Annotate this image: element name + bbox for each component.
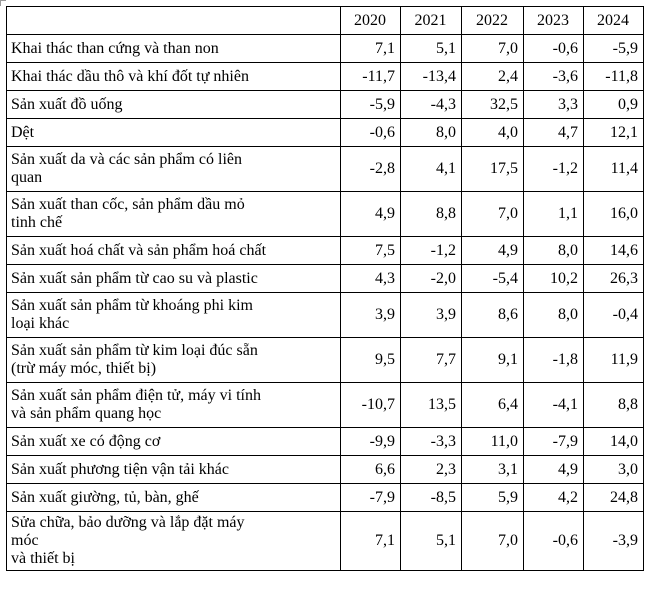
industry-label: Khai thác than cứng và than non xyxy=(7,35,341,63)
value-cell: 7,0 xyxy=(462,35,524,63)
value-cell: 3,9 xyxy=(341,293,401,338)
value-cell: -2,8 xyxy=(341,147,401,192)
value-cell: 4,9 xyxy=(462,237,524,265)
value-cell: -1,2 xyxy=(401,237,462,265)
industry-label: Khai thác dầu thô và khí đốt tự nhiên xyxy=(7,63,341,91)
value-cell: -3,9 xyxy=(584,512,644,571)
value-cell: -0,6 xyxy=(341,119,401,147)
value-cell: 14,6 xyxy=(584,237,644,265)
value-cell: 26,3 xyxy=(584,265,644,293)
value-cell: 1,1 xyxy=(524,192,584,237)
table-row xyxy=(7,456,644,484)
table-row xyxy=(7,237,644,265)
header-label-cell xyxy=(7,7,341,35)
value-cell: -3,6 xyxy=(524,63,584,91)
industry-label: Sản xuất sản phẩm điện tử, máy vi tính và sản phẩm quang học xyxy=(7,383,341,428)
year-header: 2021 xyxy=(401,7,462,35)
value-cell: -7,9 xyxy=(341,484,401,512)
value-cell: 9,1 xyxy=(462,338,524,383)
table-row xyxy=(7,428,644,456)
value-cell: -5,4 xyxy=(462,265,524,293)
value-cell: 2,4 xyxy=(462,63,524,91)
table-row xyxy=(7,512,644,571)
industry-growth-table xyxy=(6,6,644,571)
value-cell: 7,7 xyxy=(401,338,462,383)
value-cell: 5,1 xyxy=(401,35,462,63)
industry-label: Sản xuất sản phẩm từ khoáng phi kim loại khác xyxy=(7,293,341,338)
value-cell: 5,9 xyxy=(462,484,524,512)
value-cell: 7,1 xyxy=(341,512,401,571)
value-cell: 32,5 xyxy=(462,91,524,119)
industry-label: Sản xuất than cốc, sản phẩm dầu mỏ tinh chế xyxy=(7,192,341,237)
value-cell: -11,7 xyxy=(341,63,401,91)
value-cell: 3,1 xyxy=(462,456,524,484)
value-cell: 16,0 xyxy=(584,192,644,237)
value-cell: 8,0 xyxy=(524,293,584,338)
value-cell: -0,6 xyxy=(524,512,584,571)
value-cell: 8,8 xyxy=(584,383,644,428)
value-cell: -0,4 xyxy=(584,293,644,338)
industry-label: Sản xuất đồ uống xyxy=(7,91,341,119)
table-row xyxy=(7,293,644,338)
value-cell: 8,0 xyxy=(401,119,462,147)
table-row xyxy=(7,119,644,147)
value-cell: 14,0 xyxy=(584,428,644,456)
value-cell: -11,8 xyxy=(584,63,644,91)
value-cell: -0,6 xyxy=(524,35,584,63)
value-cell: 4,1 xyxy=(401,147,462,192)
header-row xyxy=(7,7,644,35)
value-cell: 4,7 xyxy=(524,119,584,147)
table-row xyxy=(7,338,644,383)
industry-label: Sản xuất sản phẩm từ kim loại đúc sẵn (trừ máy móc, thiết bị) xyxy=(7,338,341,383)
value-cell: -4,3 xyxy=(401,91,462,119)
value-cell: 4,3 xyxy=(341,265,401,293)
value-cell: 8,8 xyxy=(401,192,462,237)
table-row xyxy=(7,147,644,192)
table-row xyxy=(7,265,644,293)
value-cell: 3,9 xyxy=(401,293,462,338)
value-cell: -13,4 xyxy=(401,63,462,91)
value-cell: 11,4 xyxy=(584,147,644,192)
industry-label: Sản xuất giường, tủ, bàn, ghế xyxy=(7,484,341,512)
value-cell: -8,5 xyxy=(401,484,462,512)
value-cell: -1,2 xyxy=(524,147,584,192)
table-row xyxy=(7,91,644,119)
value-cell: 24,8 xyxy=(584,484,644,512)
industry-label: Sản xuất hoá chất và sản phẩm hoá chất xyxy=(7,237,341,265)
year-header: 2023 xyxy=(524,7,584,35)
value-cell: 6,6 xyxy=(341,456,401,484)
value-cell: 3,3 xyxy=(524,91,584,119)
year-header: 2022 xyxy=(462,7,524,35)
industry-label: Sản xuất xe có động cơ xyxy=(7,428,341,456)
value-cell: 17,5 xyxy=(462,147,524,192)
value-cell: 8,6 xyxy=(462,293,524,338)
value-cell: 7,0 xyxy=(462,192,524,237)
industry-label: Sản xuất sản phẩm từ cao su và plastic xyxy=(7,265,341,293)
value-cell: -3,3 xyxy=(401,428,462,456)
value-cell: 5,1 xyxy=(401,512,462,571)
value-cell: 7,5 xyxy=(341,237,401,265)
value-cell: 12,1 xyxy=(584,119,644,147)
value-cell: 2,3 xyxy=(401,456,462,484)
year-header: 2024 xyxy=(584,7,644,35)
value-cell: 11,9 xyxy=(584,338,644,383)
value-cell: -5,9 xyxy=(341,91,401,119)
value-cell: 4,0 xyxy=(462,119,524,147)
value-cell: 4,9 xyxy=(341,192,401,237)
value-cell: 4,9 xyxy=(524,456,584,484)
value-cell: 7,0 xyxy=(462,512,524,571)
table-row xyxy=(7,35,644,63)
value-cell: -10,7 xyxy=(341,383,401,428)
value-cell: 7,1 xyxy=(341,35,401,63)
year-header: 2020 xyxy=(341,7,401,35)
value-cell: 0,9 xyxy=(584,91,644,119)
value-cell: 6,4 xyxy=(462,383,524,428)
industry-label: Dệt xyxy=(7,119,341,147)
value-cell: 4,2 xyxy=(524,484,584,512)
value-cell: 11,0 xyxy=(462,428,524,456)
value-cell: -5,9 xyxy=(584,35,644,63)
industry-label: Sửa chữa, bảo dưỡng và lắp đặt máy móc và thiết bị xyxy=(7,512,341,571)
value-cell: -7,9 xyxy=(524,428,584,456)
value-cell: 13,5 xyxy=(401,383,462,428)
value-cell: -1,8 xyxy=(524,338,584,383)
table-row xyxy=(7,383,644,428)
value-cell: 9,5 xyxy=(341,338,401,383)
industry-label: Sản xuất da và các sản phẩm có liên quan xyxy=(7,147,341,192)
value-cell: -2,0 xyxy=(401,265,462,293)
industry-label: Sản xuất phương tiện vận tải khác xyxy=(7,456,341,484)
table-row xyxy=(7,484,644,512)
table-row xyxy=(7,63,644,91)
table-row xyxy=(7,192,644,237)
value-cell: -9,9 xyxy=(341,428,401,456)
value-cell: -4,1 xyxy=(524,383,584,428)
value-cell: 8,0 xyxy=(524,237,584,265)
value-cell: 10,2 xyxy=(524,265,584,293)
value-cell: 3,0 xyxy=(584,456,644,484)
